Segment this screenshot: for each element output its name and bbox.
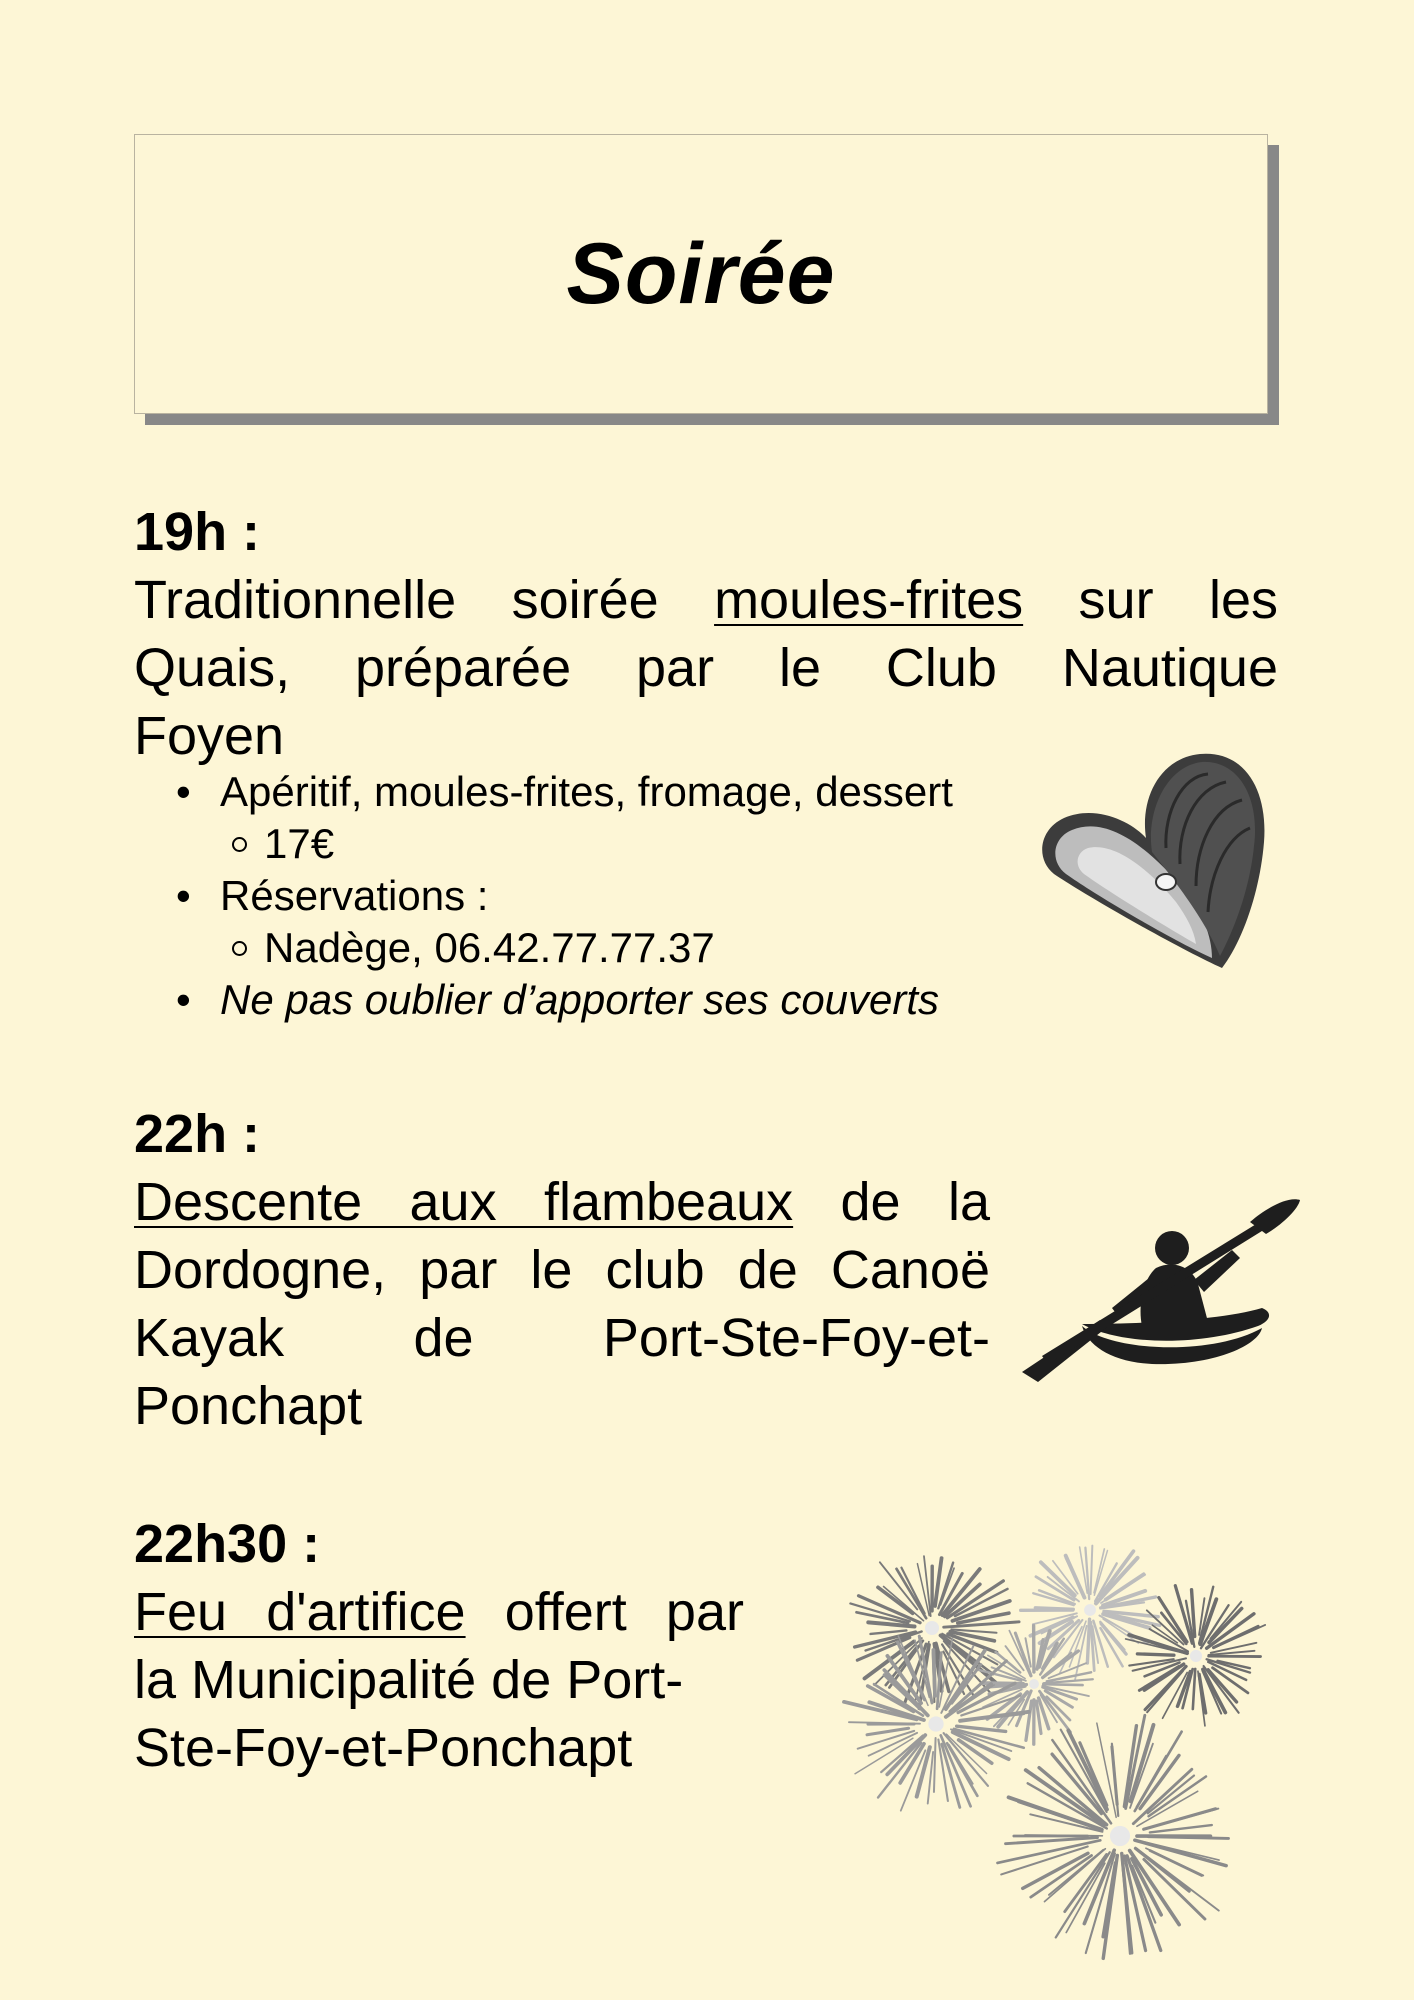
list-item <box>134 870 953 922</box>
kayak-icon <box>1022 1196 1300 1382</box>
line: la Municipalité de Port- <box>134 1650 684 1710</box>
list-item <box>134 922 953 974</box>
line <box>134 1168 990 1236</box>
list-item <box>134 974 953 1026</box>
title-box <box>134 134 1268 414</box>
time-22h30: 22h30 : <box>134 1514 321 1574</box>
page-title: Soirée <box>566 225 836 322</box>
time-19h: 19h : <box>134 502 261 562</box>
list-item <box>134 766 953 818</box>
line: Kayak de Port-Ste-Foy-et- <box>134 1308 990 1368</box>
feu-artifice-link[interactable]: Feu d'artifice <box>134 1582 466 1642</box>
line: Quais, préparée par le Club Nautique <box>134 638 1278 698</box>
list-item-text: 17€ <box>264 820 335 867</box>
section-22h-text <box>134 1168 990 1440</box>
details-list <box>134 766 953 1026</box>
list-item-text: Nadège, 06.42.77.77.37 <box>264 924 715 971</box>
section-22h30-text <box>134 1578 744 1782</box>
text: sur les <box>1023 570 1278 630</box>
list-item-text: Apéritif, moules-frites, fromage, dessert <box>220 768 953 815</box>
fireworks-icon <box>836 1536 1276 1962</box>
line <box>134 1578 744 1646</box>
list-item <box>134 818 953 870</box>
text: de la <box>793 1172 990 1232</box>
moules-frites-link[interactable]: moules-frites <box>714 570 1024 630</box>
list-item-text: Réservations : <box>220 872 489 919</box>
line <box>134 566 1278 634</box>
line: Ponchapt <box>134 1376 363 1436</box>
text: Traditionnelle soirée <box>134 570 715 630</box>
line: Dordogne, par le club de Canoë <box>134 1240 990 1300</box>
line: Ste-Foy-et-Ponchapt <box>134 1718 633 1778</box>
text: offert par <box>465 1582 744 1642</box>
line: Foyen <box>134 706 285 766</box>
descente-link[interactable]: Descente aux flambeaux <box>134 1172 794 1232</box>
mussel-icon <box>1036 752 1270 972</box>
section-19h-text <box>134 566 1278 770</box>
time-22h: 22h : <box>134 1104 261 1164</box>
list-item-text: Ne pas oublier d’apporter ses couverts <box>220 976 940 1023</box>
